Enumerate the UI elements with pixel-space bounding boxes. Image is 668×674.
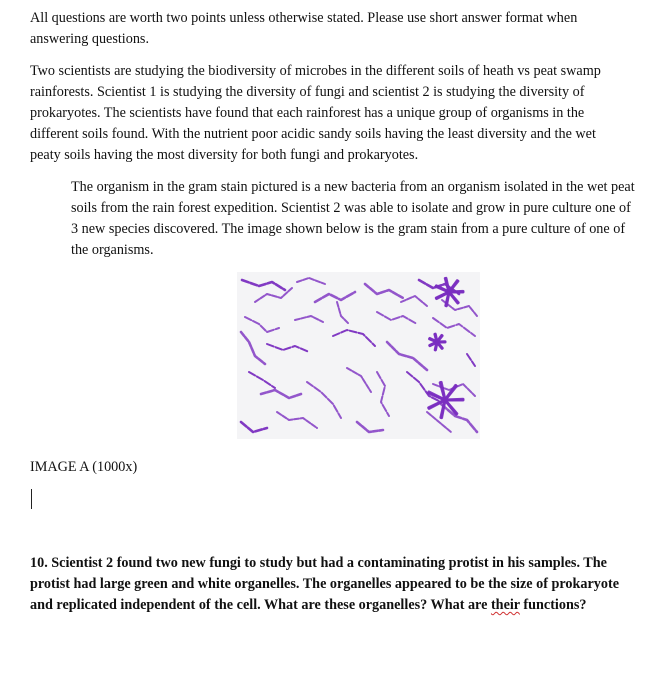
bacterial-filament — [255, 288, 292, 302]
bacterial-filament — [241, 332, 265, 364]
bacterial-filament — [337, 302, 349, 324]
bacterial-filament — [261, 390, 301, 398]
spellcheck-flagged-word[interactable]: their — [490, 597, 520, 613]
image-caption: IMAGE A (1000x) — [30, 459, 138, 475]
bacterial-filament — [249, 372, 275, 388]
bacterial-filament — [467, 354, 475, 366]
question-10-text-end: functions? — [519, 597, 587, 613]
question-10-text: 10. Scientist 2 found two new fungi to study but had a contaminating protist in his samples. The protist had large green and white organelles. The organelles appeared to be the size of prokaryote and replicated independent of the cell. What are these organelles? What are — [30, 555, 620, 613]
bacterial-filament — [357, 422, 383, 432]
bacterial-filament — [295, 316, 323, 322]
gram-stain-paragraph: The organism in the gram stain pictured is a new bacteria from an organism isolated in the wet peat soils from the rain forest expedition. Scientist 2 was able to isolate and grow in pure culture one of 3 new species discovered. The image shown below is the gram stain from a pure culture of one of the organisms. — [71, 179, 635, 258]
bacterial-filament — [307, 382, 341, 418]
bacterial-filament — [365, 284, 403, 298]
bacterial-filament — [241, 422, 267, 432]
question-10 — [30, 553, 645, 616]
bacterial-filament — [267, 344, 309, 352]
bacterial-filament — [315, 292, 355, 302]
bacterial-filament — [333, 330, 375, 346]
instructions-paragraph: All questions are worth two points unless otherwise stated. Please use short answer format when answering questions. — [30, 10, 578, 47]
bacterial-filament — [297, 278, 325, 284]
bacterial-filament — [245, 317, 279, 332]
bacterial-filament — [347, 368, 371, 392]
scenario-paragraph: Two scientists are studying the biodiversity of microbes in the different soils of heath vs peat swamp rainforests. Scientist 1 is studying the diversity of fungi and scientist 2 is studying the diversity of prokaryotes. The scientists have found that each rainforest has a unique group of organisms in the different soils found. With the nutrient poor acidic sandy soils having the least diversity and the wet peaty soils having the most diversity for both fungi and prokaryotes. — [30, 63, 601, 163]
bacterial-filament — [401, 296, 427, 306]
bacterial-filament — [433, 318, 475, 336]
bacterial-filament — [277, 412, 317, 428]
gram-stain-micrograph — [237, 272, 480, 439]
bacterial-filament — [427, 412, 451, 432]
bacterial-filament — [377, 372, 389, 416]
bacterial-filament — [242, 280, 285, 290]
bacterial-filament — [387, 342, 427, 370]
text-cursor — [31, 489, 32, 509]
bacteria-filaments-image — [237, 272, 480, 439]
bacterial-filament — [377, 312, 417, 324]
